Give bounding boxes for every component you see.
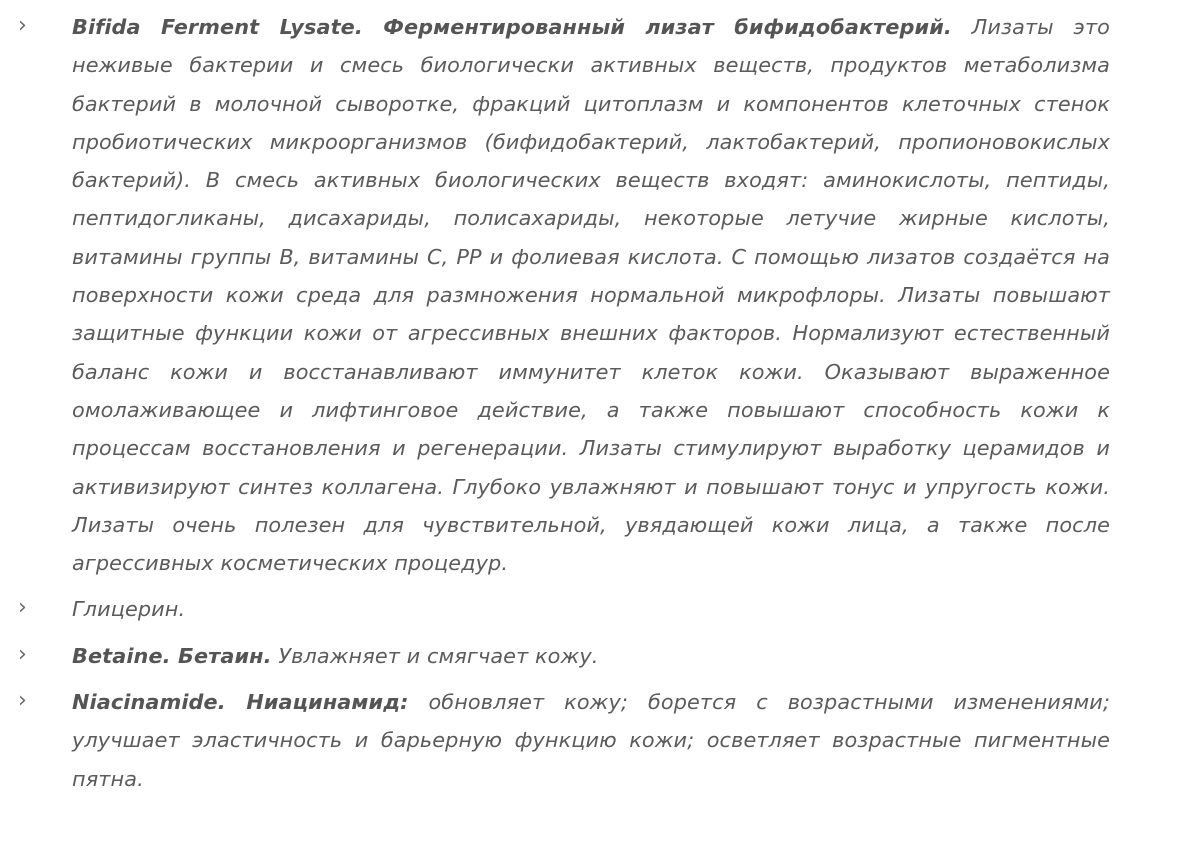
- list-item-bifida-ferment-lysate: [0, 8, 1200, 582]
- ingredient-name: Betaine. Бетаин.: [72, 643, 272, 668]
- item-text: [72, 8, 1110, 582]
- chevron-right-icon: ›: [18, 13, 27, 38]
- list-item-glycerin: [0, 590, 1200, 628]
- ingredient-name: Niacinamide. Ниацинамид:: [72, 690, 409, 715]
- chevron-right-icon: ›: [18, 595, 27, 621]
- ingredient-description: обновляет кожу; борется с возрастными изменениями; улучшает эластичность и барьерную функцию кожи; осветляет возрастные пигментные пятна.: [72, 690, 1110, 791]
- item-text: [72, 637, 1110, 675]
- ingredient-description: Увлажняет и смягчает кожу.: [278, 643, 599, 668]
- ingredient-description: Глицерин.: [72, 597, 186, 622]
- ingredient-name: Bifida Ferment Lysate. Ферментированный лизат бифидобактерий.: [72, 15, 952, 39]
- item-text: [72, 683, 1110, 798]
- list-item-niacinamide: [0, 683, 1200, 798]
- ingredient-description: Лизаты это неживые бактерии и смесь биологически активных веществ, продуктов метаболизма бактерий в молочной сыворотке, фракций цитоплазм и компонентов клеточных стенок пробиотических микроорганизмов (бифидобактерий, лактобактерий, пропионовокислых бактерий). В смесь активных биологических веществ входят: аминокислоты, пептиды, пептидогликаны, дисахариды, полисахариды, некоторые летучие жирные кислоты, витамины группы В, витамины С, РР и фолиевая кислота. С помощью лизатов создаётся на поверхности кожи среда для размножения нормальной микрофлоры. Лизаты повышают защитные функции кожи от агрессивных внешних факторов. Нормализуют естественный баланс кожи и восстанавливают иммунитет клеток кожи. Оказывают выраженное омолаживающее и лифтинговое действие, а также повышают способность кожи к процессам восстановления и регенерации. Лизаты стимулируют выработку церамидов и активизируют синтез коллагена. Глубоко увлажняют и повышают тонус и упругость кожи. Лизаты очень полезен для чувствительной, увядающей кожи лица, а также после агрессивных косметических процедур.: [72, 15, 1110, 576]
- item-text: [72, 590, 1110, 628]
- chevron-right-icon: ›: [18, 688, 27, 714]
- ingredient-list: [0, 8, 1200, 806]
- list-item-betaine: [0, 637, 1200, 675]
- chevron-right-icon: ›: [18, 641, 27, 667]
